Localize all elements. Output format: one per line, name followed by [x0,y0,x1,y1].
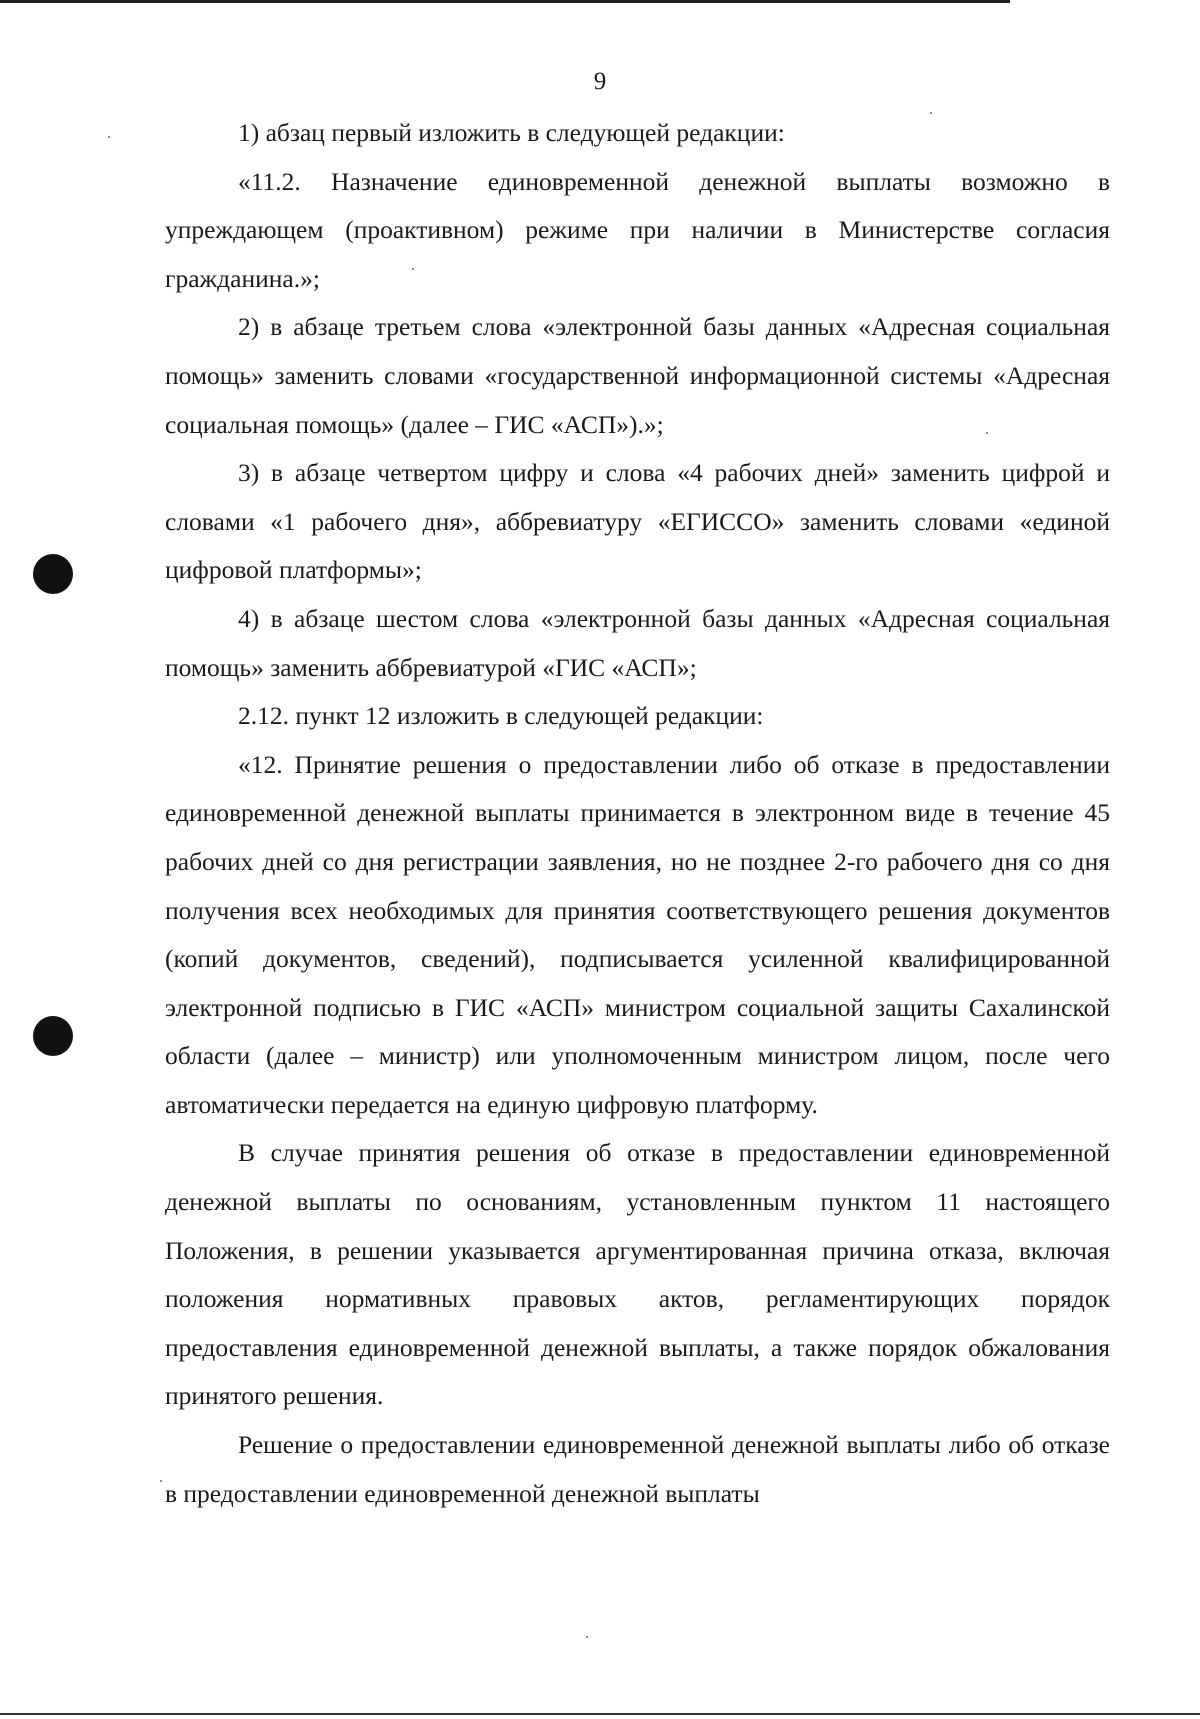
punch-hole-top [33,554,73,594]
document-body [165,109,1110,1518]
scan-speck [586,1636,588,1638]
paragraph-4: 3) в абзаце четвертом цифру и слова «4 рабочих дней» заменить цифрой и словами «1 рабочего дня», аббревиатуру «ЕГИССО» заменить словами «единой цифровой платформы»; [165,458,1110,585]
punch-hole-bottom [33,1016,73,1056]
paragraph-1: 1) абзац первый изложить в следующей редакции: [238,118,785,147]
top-scan-edge [0,0,1010,3]
paragraph-5: 4) в абзаце шестом слова «электронной базы данных «Адресная социальная помощь» заменить аббревиатурой «ГИС «АСП»; [165,603,1110,682]
paragraph-2: «11.2. Назначение единовременной денежной выплаты возможно в упреждающем (проактивном) режиме при наличии в Министерстве согласия гражданина.»; [165,166,1110,293]
paragraph-9: Решение о предоставлении единовременной денежной выплаты либо об отказе в предоставлении единовременной денежной выплаты [165,1430,1110,1508]
scan-speck [108,136,110,138]
paragraph-8: В случае принятия решения об отказе в предоставлении единовременной денежной выплаты по основаниям, установленным пунктом 11 настоящего Положения, в решении указывается аргументированная причина отказа, включая положения нормативных правовых актов, регламентирующих порядок предоставления единовременной денежной выплаты, а также порядок обжалования принятого решения. [165,1138,1110,1411]
paragraph-6: 2.12. пункт 12 изложить в следующей редакции: [238,701,764,731]
bottom-scan-edge [0,1713,1200,1715]
scan-speck [160,1480,162,1482]
paragraph-7: «12. Принятие решения о предоставлении либо об отказе в предоставлении единовременной денежной выплаты принимается в электронном виде в течение 45 рабочих дней со дня регистрации заявления, но не позднее 2-го рабочего дня со дня получения всех необходимых для принятия соответствующего решения документов (копий документов, сведений), подписывается усиленной квалифицированной электронной подписью в ГИС «АСП» министром социальной защиты Сахалинской области (далее – министр) или уполномоченным министром лицом, после чего автоматически передается на единую цифровую платформу. [165,749,1110,1119]
paragraph-3: 2) в абзаце третьем слова «электронной базы данных «Адресная социальная помощь» заменить словами «государственной информационной системы «Адресная социальная помощь» (далее – ГИС «АСП»).»; [165,312,1110,439]
page-number: 9 [593,68,607,95]
